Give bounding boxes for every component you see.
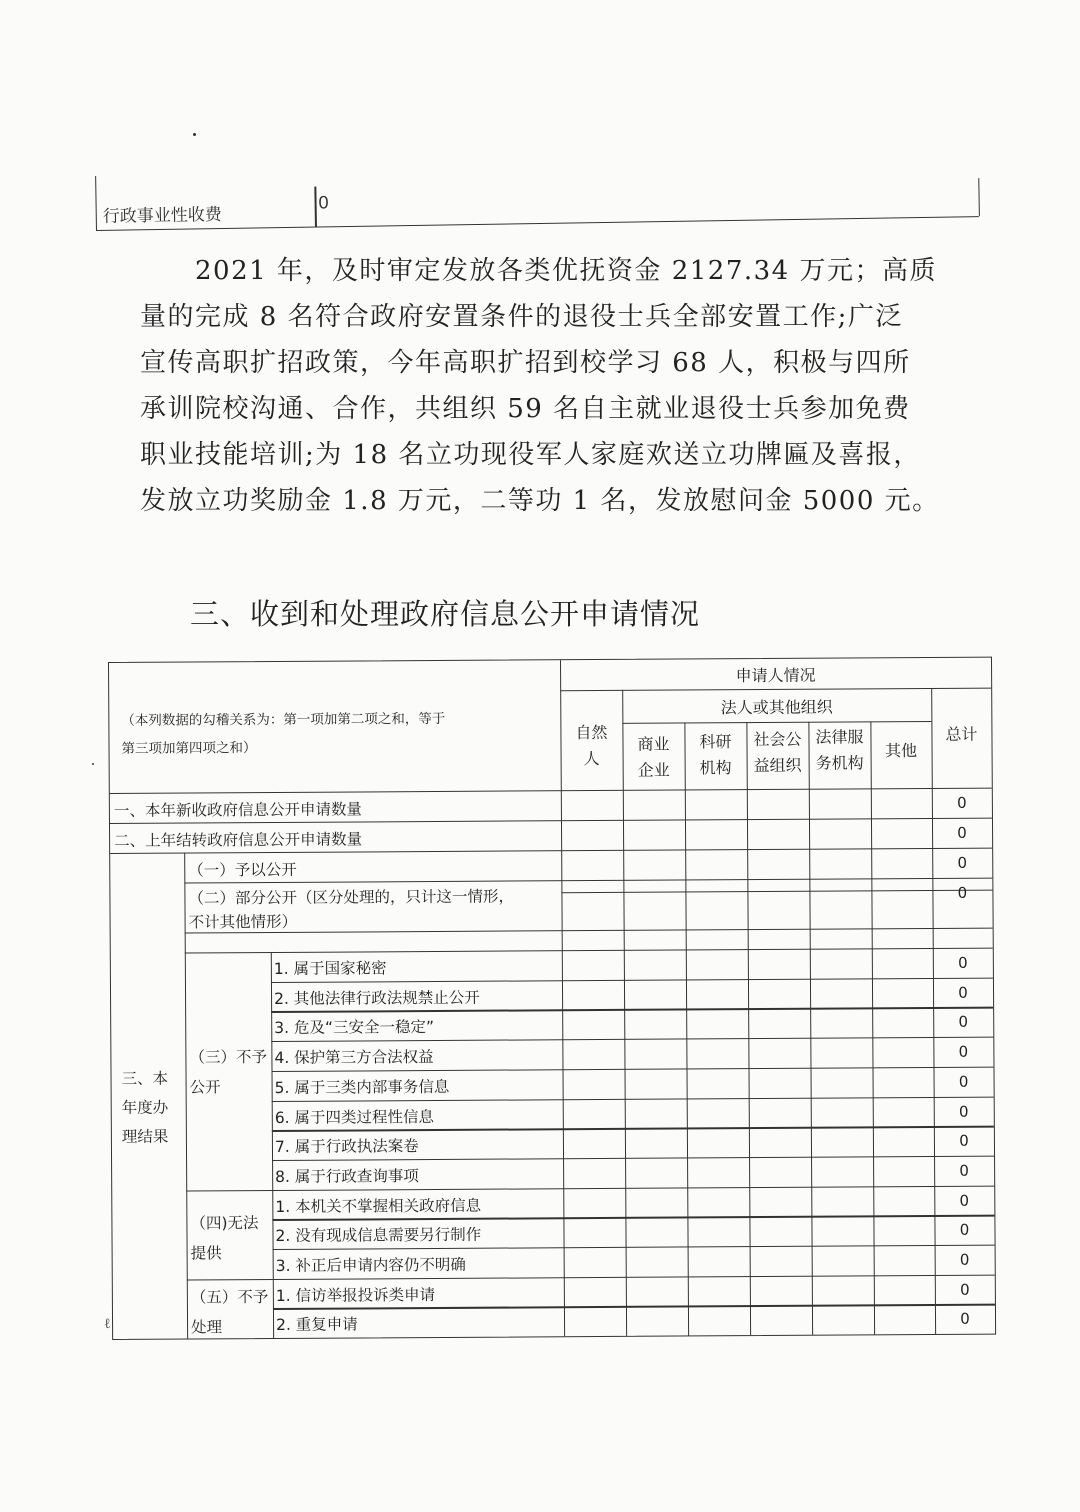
group-line: 年度办 bbox=[121, 1098, 169, 1117]
group-line: （四)无法 bbox=[190, 1214, 259, 1233]
section-heading: 三、收到和处理政府信息公开申请情况 bbox=[190, 597, 701, 631]
header-legal-entity: 法人或其他组织 bbox=[720, 697, 833, 718]
group-line: （三）不予 bbox=[189, 1048, 267, 1067]
col-border bbox=[870, 721, 875, 1334]
total-value: 0 bbox=[958, 1042, 969, 1061]
group-label-result bbox=[121, 1065, 168, 1152]
header-line: 务机构 bbox=[815, 753, 864, 773]
row-label-item: 7. 属于行政执法案卷 bbox=[274, 1137, 419, 1157]
table-note bbox=[121, 705, 445, 763]
col-border bbox=[271, 952, 275, 1338]
header-business bbox=[622, 731, 684, 783]
header-line: 商业 bbox=[637, 734, 670, 754]
fee-table-row bbox=[95, 162, 979, 231]
group-line: 公开 bbox=[189, 1078, 221, 1097]
row-label-open: （一）予以公开 bbox=[188, 860, 297, 880]
header-other: 其他 bbox=[884, 741, 918, 761]
header-line: 法律服 bbox=[815, 727, 864, 747]
paragraph-line: 宣传高职扩招政策，今年高职扩招到校学习 68 人，积极与四所 bbox=[140, 348, 911, 378]
row-label-carry: 二、上年结转政府信息公开申请数量 bbox=[114, 830, 363, 850]
total-value: 0 bbox=[958, 1102, 969, 1121]
table-note-line: 第三项加第四项之和） bbox=[121, 740, 257, 757]
col-border bbox=[684, 722, 689, 1335]
paragraph-line: 2021 年，及时审定发放各类优抚资金 2127.34 万元；高质 bbox=[195, 256, 937, 286]
group-label-unable bbox=[190, 1208, 258, 1268]
header-applicant: 申请人情况 bbox=[735, 665, 816, 686]
header-line: 自然 bbox=[575, 722, 608, 743]
row-label-item: 3. 危及“三安全一稳定” bbox=[274, 1018, 435, 1038]
total-value: 0 bbox=[959, 1221, 970, 1240]
scan-speck bbox=[92, 763, 94, 765]
col-border bbox=[808, 722, 813, 1335]
row-border bbox=[561, 890, 992, 894]
table-note-line: （本列数据的勾稽关系为：第一项加第二项之和，等于 bbox=[121, 710, 446, 729]
group-line: （五）不予 bbox=[190, 1288, 269, 1307]
fee-right-border bbox=[978, 178, 980, 216]
header-line: 机构 bbox=[699, 758, 732, 778]
total-value: 0 bbox=[957, 853, 968, 872]
paragraph-line: 承训院校沟通、合作，共组织 59 名自主就业退役士兵参加免费 bbox=[140, 394, 911, 424]
header-total: 总计 bbox=[945, 724, 978, 744]
row-border bbox=[110, 788, 992, 795]
header-natural-person bbox=[560, 720, 622, 772]
row-label-item: 6. 属于四类过程性信息 bbox=[274, 1107, 435, 1127]
header-research bbox=[684, 729, 746, 781]
row-label-new: 一、本年新收政府信息公开申请数量 bbox=[113, 800, 362, 820]
row-label-item: 2. 重复申请 bbox=[276, 1315, 358, 1335]
row-label-partial bbox=[188, 885, 514, 935]
col-border bbox=[622, 690, 627, 1336]
group-line: 三、本 bbox=[121, 1069, 169, 1088]
row-label-item: 1. 本机关不掌握相关政府信息 bbox=[275, 1196, 482, 1216]
fee-value: 0 bbox=[318, 192, 329, 213]
total-value: 0 bbox=[957, 823, 967, 842]
total-value: 0 bbox=[958, 1072, 969, 1091]
total-value: 0 bbox=[960, 1280, 970, 1299]
row-label-item: 1. 信访举报投诉类申请 bbox=[275, 1285, 436, 1305]
row-line: （二）部分公开（区分处理的，只计这一情形， bbox=[188, 887, 515, 908]
row-label-item: 1. 属于国家秘密 bbox=[273, 959, 387, 978]
total-value: 0 bbox=[957, 883, 968, 902]
fee-label: 行政事业性收费 bbox=[102, 205, 222, 226]
row-label-item: 2. 其他法律行政法规禁止公开 bbox=[274, 988, 480, 1008]
scan-speck bbox=[193, 133, 196, 136]
total-value: 0 bbox=[959, 1131, 969, 1150]
info-disclosure-table bbox=[108, 657, 996, 1340]
total-value: 0 bbox=[959, 1191, 970, 1210]
total-value: 0 bbox=[958, 983, 968, 1002]
total-value: 0 bbox=[958, 953, 968, 972]
group-label-no-process bbox=[191, 1282, 269, 1342]
total-value: 0 bbox=[959, 1250, 970, 1269]
row-label-item: 3. 补正后申请内容仍不明确 bbox=[275, 1255, 466, 1275]
total-value: 0 bbox=[960, 1310, 970, 1329]
header-line: 人 bbox=[583, 748, 600, 769]
group-line: 提供 bbox=[190, 1244, 222, 1263]
total-value: 0 bbox=[958, 1013, 969, 1032]
header-line: 益组织 bbox=[753, 755, 802, 776]
paragraph-line: 量的完成 8 名符合政府安置条件的退役士兵全部安置工作;广泛 bbox=[140, 302, 903, 332]
row-label-item: 2. 没有现成信息需要另行制作 bbox=[275, 1226, 482, 1246]
header-line: 企业 bbox=[637, 760, 670, 780]
group-line: 处理 bbox=[191, 1318, 223, 1337]
header-social bbox=[746, 727, 808, 779]
row-label-item: 5. 属于三类内部事务信息 bbox=[274, 1077, 450, 1097]
row-line: 不计其他情形） bbox=[188, 912, 298, 932]
paragraph-line: 发放立功奖励金 1.8 万元，二等功 1 名，发放慰问金 5000 元。 bbox=[140, 486, 940, 516]
header-law bbox=[808, 724, 870, 776]
scan-mark: ℓ bbox=[104, 1316, 111, 1332]
paragraph-line: 职业技能培训;为 18 名立功现役军人家庭欢送立功牌匾及喜报， bbox=[140, 440, 921, 470]
total-value: 0 bbox=[959, 1161, 969, 1180]
row-label-item: 4. 保护第三方合法权益 bbox=[274, 1048, 434, 1068]
row-label-item: 8. 属于行政查询事项 bbox=[275, 1167, 419, 1186]
header-line: 社会公 bbox=[753, 729, 802, 750]
group-label-not-open bbox=[189, 1042, 267, 1102]
group-line: 理结果 bbox=[121, 1127, 169, 1146]
col-border bbox=[746, 722, 751, 1335]
fee-divider bbox=[314, 187, 316, 227]
body-paragraph bbox=[140, 248, 950, 524]
header-line: 科研 bbox=[699, 732, 732, 752]
total-value: 0 bbox=[957, 793, 967, 812]
